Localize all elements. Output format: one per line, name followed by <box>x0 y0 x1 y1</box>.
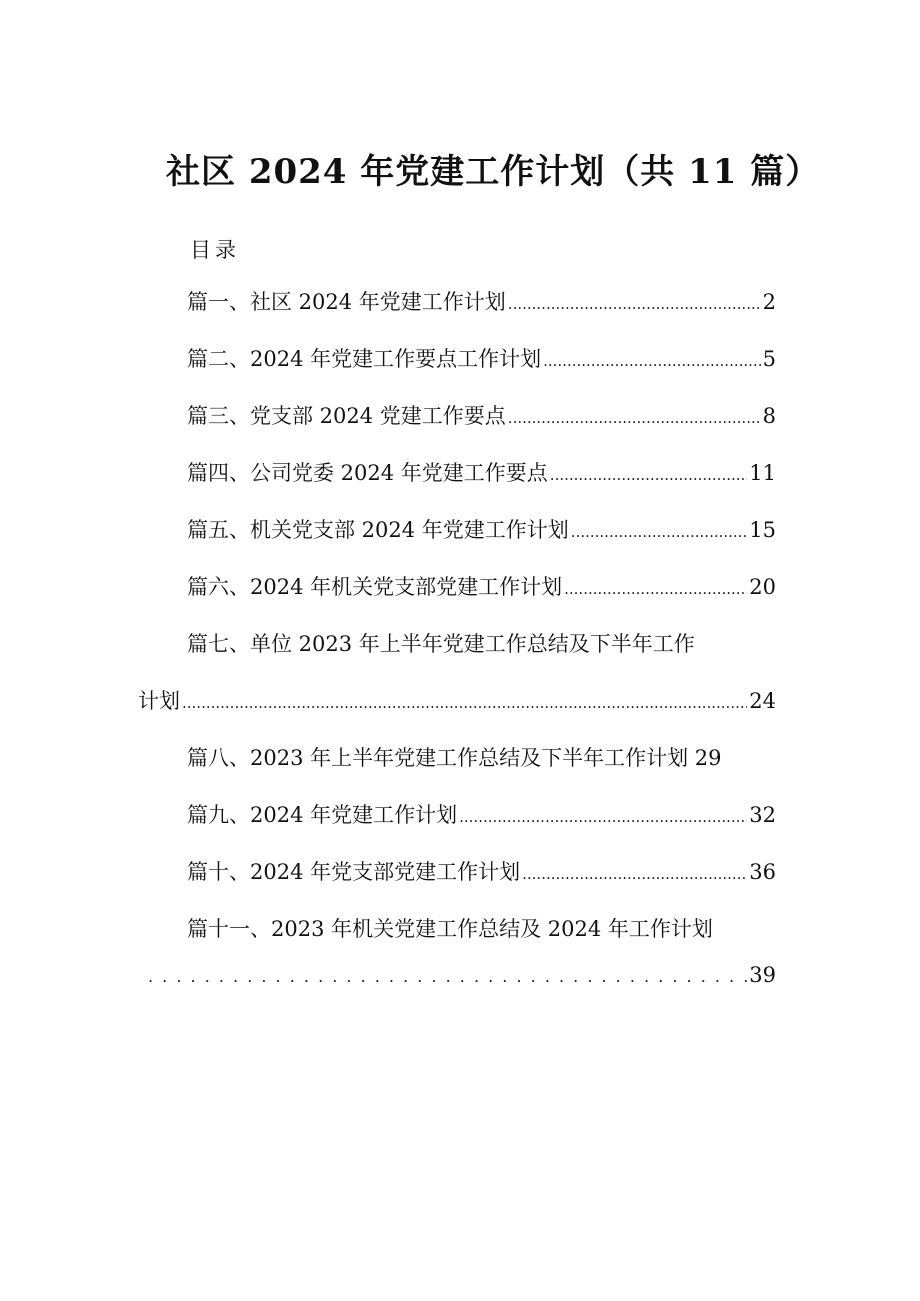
toc-heading: 目录 <box>190 238 240 262</box>
toc-leader-dots <box>522 865 747 883</box>
toc-entry-page: 5 <box>762 347 776 371</box>
toc-leader-dots <box>543 352 761 370</box>
toc-entry-9[interactable] <box>187 799 776 829</box>
toc-entry-label: 篇四、公司党委 2024 年党建工作要点 <box>187 461 548 485</box>
toc-entry-label: 计划 <box>138 689 180 713</box>
toc-leader-dots <box>550 466 747 484</box>
toc-entry-7-line1[interactable]: 篇七、单位 2023 年上半年党建工作总结及下半年工作 <box>187 632 695 656</box>
toc-entry-label: 篇三、党支部 2024 党建工作要点 <box>187 404 506 428</box>
document-title: 社区 2024 年党建工作计划（共 11 篇） <box>166 152 821 192</box>
toc-entry-page: 15 <box>749 518 776 542</box>
toc-entry-label: 篇二、2024 年党建工作要点工作计划 <box>187 347 542 371</box>
toc-entry-label: 篇九、2024 年党建工作计划 <box>187 803 458 827</box>
toc-entry-label: 篇六、2024 年机关党支部党建工作计划 <box>187 575 563 599</box>
toc-entry-page: 39 <box>749 963 776 987</box>
toc-leader-dots <box>564 580 747 598</box>
toc-entry-page: 8 <box>762 404 776 428</box>
toc-entry-11-line1[interactable]: 篇十一、2023 年机关党建工作总结及 2024 年工作计划 <box>187 917 713 941</box>
toc-entry-8[interactable]: 篇八、2023 年上半年党建工作总结及下半年工作计划 29 <box>187 746 722 770</box>
toc-entry-page: 32 <box>749 803 776 827</box>
toc-leader-dots <box>571 523 747 541</box>
toc-leader-dots <box>459 808 747 826</box>
toc-entry-10[interactable] <box>187 856 776 886</box>
toc-leader-dots <box>148 967 747 986</box>
toc-entry-page: 20 <box>749 575 776 599</box>
toc-entry-page: 2 <box>762 290 776 314</box>
toc-entry-2[interactable] <box>187 343 776 373</box>
toc-entry-label: 篇五、机关党支部 2024 年党建工作计划 <box>187 518 569 542</box>
toc-entry-11[interactable] <box>146 963 776 987</box>
toc-entry-page: 36 <box>749 860 776 884</box>
toc-entry-label: 篇十、2024 年党支部党建工作计划 <box>187 860 521 884</box>
toc-leader-dots <box>182 694 747 712</box>
toc-entry-6[interactable] <box>187 571 776 601</box>
toc-entry-page: 24 <box>749 689 776 713</box>
toc-entry-5[interactable] <box>187 514 776 544</box>
toc-entry-3[interactable] <box>187 400 776 430</box>
toc-entry-page: 11 <box>749 461 776 485</box>
toc-entry-label: 篇一、社区 2024 年党建工作计划 <box>187 290 506 314</box>
toc-leader-dots <box>508 409 761 427</box>
toc-entry-1[interactable] <box>187 286 776 316</box>
toc-leader-dots <box>508 295 761 313</box>
toc-entry-4[interactable] <box>187 457 776 487</box>
toc-entry-7[interactable] <box>138 685 776 715</box>
